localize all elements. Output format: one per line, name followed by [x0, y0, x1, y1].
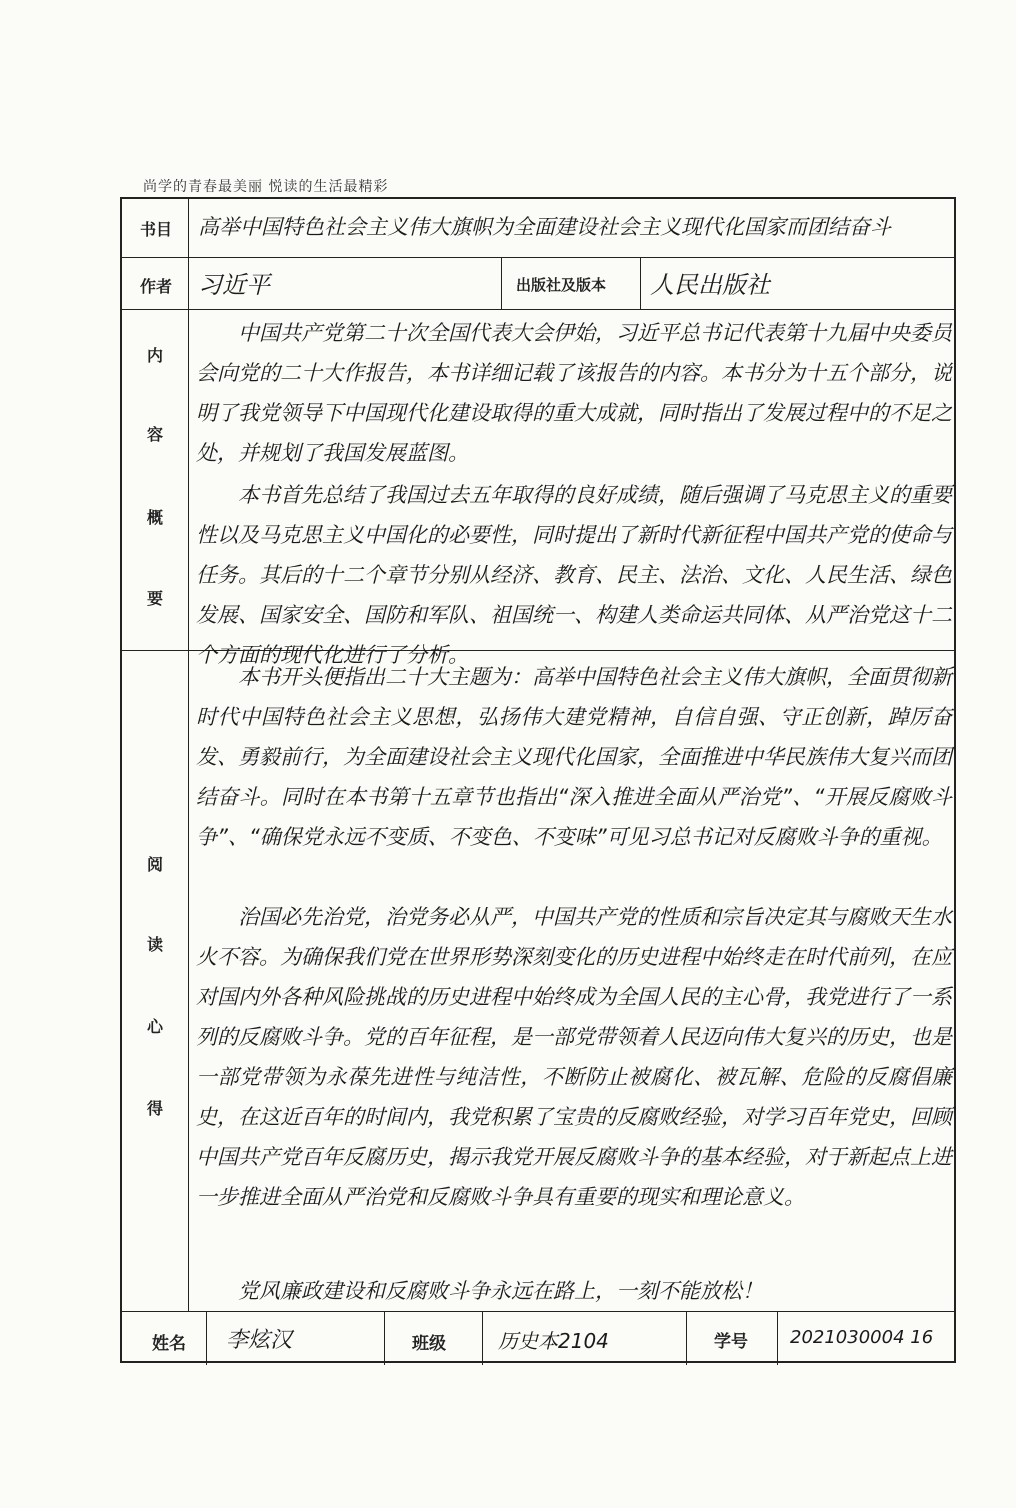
class-label: 班级	[412, 1334, 446, 1354]
summary-paragraph: 本书首先总结了我国过去五年取得的良好成绩，随后强调了马克思主义的重要性以及马克思主义中国化的必要性，同时提出了新时代新征程中国共产党的使命与任务。其后的十二个章节分别从经济、教育、民主、法治、文化、人民生活、绿色发展、国家安全、国防和军队、祖国统一、构建人类命运共同体、从严治党这十二个方面的现代化进行了分析。	[196, 483, 952, 667]
summary-label-char: 容	[146, 425, 163, 444]
reflection-label-char: 读	[146, 935, 163, 954]
row-divider	[122, 1311, 954, 1312]
row-divider	[122, 257, 954, 258]
reflection-paragraph: 本书开头便指出二十大主题为：高举中国特色社会主义伟大旗帜，全面贯彻新时代中国特色社会主义思想，弘扬伟大建党精神，自信自强、守正创新，踔厉奋发、勇毅前行，为全面建设社会主义现代化国家，全面推进中华民族伟大复兴而团结奋斗。同时在本书第十五章节也指出“深入推进全面从严治党”、“开展反腐败斗争”、“确保党永远不变质、不变色、不变味”可见习总书记对反腐败斗争的重视。	[196, 665, 952, 849]
publisher-label: 出版社及版本	[516, 276, 607, 294]
column-divider	[482, 1311, 483, 1365]
publisher-value: 人民出版社	[650, 271, 770, 299]
summary-label-char: 要	[146, 589, 163, 608]
column-divider	[640, 257, 641, 309]
name-value: 李炫汉	[226, 1328, 293, 1353]
page-header-slogan: 尚学的青春最美丽 悦读的生活最精彩	[143, 179, 389, 195]
column-divider	[206, 1311, 207, 1365]
name-label: 姓名	[152, 1334, 186, 1354]
author-label: 作者	[140, 277, 173, 296]
book-title-label: 书目	[140, 220, 173, 239]
reflection-label-char: 阅	[146, 855, 163, 874]
student-id-label: 学号	[714, 1332, 748, 1352]
student-id-value: 2021030004 16	[790, 1327, 934, 1348]
column-divider	[501, 257, 502, 309]
column-divider	[384, 1311, 385, 1365]
summary-label-char: 内	[146, 346, 163, 365]
class-value: 历史本2104	[498, 1329, 609, 1353]
reflection-label-char: 心	[146, 1017, 163, 1036]
label-column-divider	[188, 199, 189, 1311]
reflection-paragraph: 党风廉政建设和反腐败斗争永远在路上，一刻不能放松！	[238, 1279, 763, 1303]
reflection-label-char: 得	[146, 1099, 163, 1118]
column-divider	[777, 1311, 778, 1365]
book-title-value: 高举中国特色社会主义伟大旗帜为全面建设社会主义现代化国家而团结奋斗	[198, 215, 891, 239]
author-value: 习近平	[198, 271, 270, 299]
row-divider	[122, 309, 954, 310]
reading-record-form	[120, 197, 956, 1363]
column-divider	[686, 1311, 687, 1365]
reflection-paragraph: 治国必先治党，治党务必从严，中国共产党的性质和宗旨决定其与腐败天生水火不容。为确保我们党在世界形势深刻变化的历史进程中始终走在时代前列，在应对国内外各种风险挑战的历史进程中始终成为全国人民的主心骨，我党进行了一系列的反腐败斗争。党的百年征程，是一部党带领着人民迈向伟大复兴的历史，也是一部党带领为永葆先进性与纯洁性，不断防止被腐化、被瓦解、危险的反腐倡廉史，在这近百年的时间内，我党积累了宝贵的反腐败经验，对学习百年党史，回顾中国共产党百年反腐历史，揭示我党开展反腐败斗争的基本经验，对于新起点上进一步推进全面从严治党和反腐败斗争具有重要的现实和理论意义。	[196, 905, 952, 1209]
summary-paragraph: 中国共产党第二十次全国代表大会伊始，习近平总书记代表第十九届中央委员会向党的二十大作报告，本书详细记载了该报告的内容。本书分为十五个部分，说明了我党领导下中国现代化建设取得的重大成就，同时指出了发展过程中的不足之处，并规划了我国发展蓝图。	[196, 321, 952, 465]
summary-label-char: 概	[146, 508, 163, 527]
